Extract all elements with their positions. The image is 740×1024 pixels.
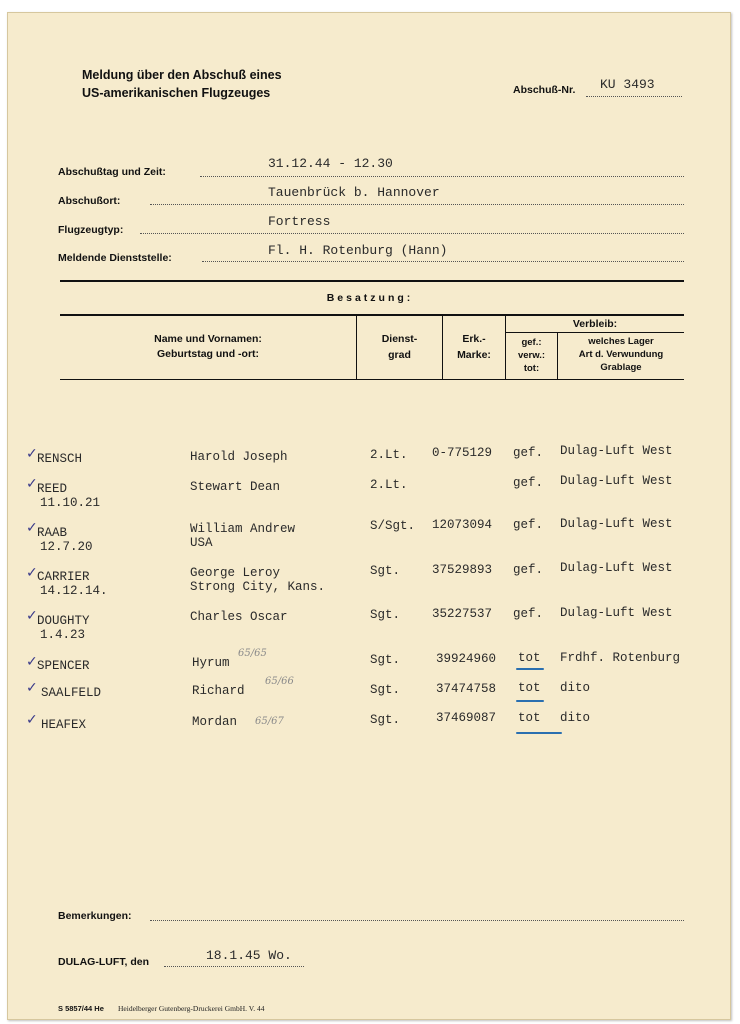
field-dotline-zeit — [200, 176, 684, 177]
crew-place: dito — [560, 681, 591, 695]
crew-number: 12073094 — [432, 518, 493, 532]
header-dienst: Dienst- — [381, 333, 418, 345]
header-verbleib: Verbleib: — [572, 318, 618, 330]
dulag-dotline — [164, 966, 304, 967]
crew-origin: USA — [190, 536, 213, 550]
rule-top — [60, 280, 684, 282]
crew-surname: RENSCH — [37, 452, 83, 466]
crew-surname: REED — [37, 482, 68, 496]
verbleib-rule — [505, 332, 684, 333]
besatzung-label: Besatzung: — [326, 292, 414, 304]
crew-rank: Sgt. — [370, 653, 401, 667]
rule-header-bottom — [60, 379, 684, 380]
crew-surname: RAAB — [37, 526, 68, 540]
crew-origin: Strong City, Kans. — [190, 580, 326, 594]
crew-handwritten-note: 65/67 — [255, 716, 284, 727]
field-label-zeit: Abschußtag und Zeit: — [58, 166, 166, 178]
field-label-ort: Abschußort: — [58, 195, 121, 207]
footer-printer: Heidelberger Gutenberg-Druckerei GmbH. V. 44 — [118, 1004, 265, 1013]
check-mark-icon: ✓ — [26, 654, 38, 670]
crew-status: tot — [518, 651, 541, 665]
crew-number: 39924960 — [436, 652, 497, 666]
crew-rank: S/Sgt. — [370, 519, 416, 533]
crew-first-name: Harold Joseph — [190, 450, 288, 464]
crew-number: 37529893 — [432, 563, 493, 577]
crew-rank: Sgt. — [370, 683, 401, 697]
field-value-dienststelle: Fl. H. Rotenburg (Hann) — [268, 243, 448, 258]
crew-status: tot — [518, 711, 541, 725]
crew-status: gef. — [513, 518, 544, 532]
crew-rank: 2.Lt. — [370, 448, 408, 462]
form-title-line1: Meldung über den Abschuß eines — [82, 68, 282, 82]
col-divider-2 — [442, 316, 443, 379]
header-grad: grad — [388, 349, 411, 361]
header-verw: verw.: — [517, 350, 546, 361]
dulag-luft-label: DULAG-LUFT, den — [58, 956, 149, 968]
crew-first-name: George Leroy — [190, 566, 281, 580]
check-mark-icon: ✓ — [26, 446, 38, 462]
crew-place: Dulag-Luft West — [560, 517, 673, 531]
crew-rank: Sgt. — [370, 713, 401, 727]
status-underline — [516, 732, 562, 734]
field-label-dienststelle: Meldende Dienststelle: — [58, 252, 172, 264]
field-dotline-ort — [150, 204, 684, 205]
field-value-ort: Tauenbrück b. Hannover — [268, 185, 440, 200]
crew-birth: 12.7.20 — [40, 540, 93, 554]
crew-first-name: Richard — [192, 684, 245, 698]
header-erk: Erk.- — [462, 333, 486, 345]
abschuss-nr-dotline — [586, 96, 682, 97]
crew-birth: 1.4.23 — [40, 628, 86, 642]
abschuss-nr-label: Abschuß-Nr. — [513, 84, 576, 96]
check-mark-icon: ✓ — [26, 565, 38, 581]
crew-rank: Sgt. — [370, 564, 401, 578]
crew-rank: Sgt. — [370, 608, 401, 622]
dulag-date-value: 18.1.45 Wo. — [206, 948, 292, 963]
footer-code: S 5857/44 He — [58, 1004, 104, 1013]
check-mark-icon: ✓ — [26, 680, 38, 696]
crew-surname: CARRIER — [37, 570, 90, 584]
col-divider-1 — [356, 316, 357, 379]
crew-surname: HEAFEX — [41, 718, 87, 732]
field-dotline-dienststelle — [202, 261, 684, 262]
crew-number: 0-775129 — [432, 446, 493, 460]
field-value-zeit: 31.12.44 - 12.30 — [268, 156, 393, 171]
crew-place: Dulag-Luft West — [560, 474, 673, 488]
check-mark-icon: ✓ — [26, 608, 38, 624]
crew-place: Frdhf. Rotenburg — [560, 651, 681, 665]
field-value-typ: Fortress — [268, 214, 331, 229]
header-lager: welches Lager — [588, 336, 654, 347]
crew-surname: DOUGHTY — [37, 614, 90, 628]
header-marke: Marke: — [457, 349, 491, 361]
bemerkungen-dotline — [150, 920, 684, 921]
field-label-typ: Flugzeugtyp: — [58, 224, 124, 236]
header-grablage: Grablage — [600, 362, 642, 373]
crew-first-name: William Andrew — [190, 522, 296, 536]
header-verwundung: Art d. Verwundung — [578, 349, 664, 360]
crew-place: Dulag-Luft West — [560, 561, 673, 575]
bemerkungen-label: Bemerkungen: — [58, 910, 132, 922]
crew-status: gef. — [513, 607, 544, 621]
crew-status: gef. — [513, 563, 544, 577]
status-underline — [516, 700, 544, 702]
crew-birth: 11.10.21 — [40, 496, 101, 510]
crew-place: Dulag-Luft West — [560, 444, 673, 458]
header-tot: tot: — [523, 363, 540, 374]
crew-handwritten-note: 65/65 — [238, 648, 267, 659]
check-mark-icon: ✓ — [26, 476, 38, 492]
crew-status: gef. — [513, 476, 544, 490]
crew-status: tot — [518, 681, 541, 695]
crew-number: 37469087 — [436, 711, 497, 725]
abschuss-nr-value: KU 3493 — [600, 77, 655, 92]
crew-birth: 14.12.14. — [40, 584, 108, 598]
check-mark-icon: ✓ — [26, 712, 38, 728]
crew-number: 35227537 — [432, 607, 493, 621]
crew-first-name: Mordan — [192, 715, 238, 729]
crew-place: dito — [560, 711, 591, 725]
crew-handwritten-note: 65/66 — [265, 676, 294, 687]
field-dotline-typ — [140, 233, 684, 234]
crew-first-name: Charles Oscar — [190, 610, 288, 624]
check-mark-icon: ✓ — [26, 520, 38, 536]
crew-rank: 2.Lt. — [370, 478, 408, 492]
crew-number: 37474758 — [436, 682, 497, 696]
crew-surname: SPENCER — [37, 659, 90, 673]
form-title-line2: US-amerikanischen Flugzeuges — [82, 86, 271, 100]
header-geburt: Geburtstag und -ort: — [156, 348, 260, 360]
crew-place: Dulag-Luft West — [560, 606, 673, 620]
header-name: Name und Vornamen: — [154, 333, 262, 345]
crew-first-name: Stewart Dean — [190, 480, 281, 494]
crew-first-name: Hyrum — [192, 656, 230, 670]
crew-status: gef. — [513, 446, 544, 460]
status-underline — [516, 668, 544, 670]
crew-surname: SAALFELD — [41, 686, 102, 700]
rule-besatzung — [60, 314, 684, 316]
header-gef: gef.: — [521, 337, 542, 348]
